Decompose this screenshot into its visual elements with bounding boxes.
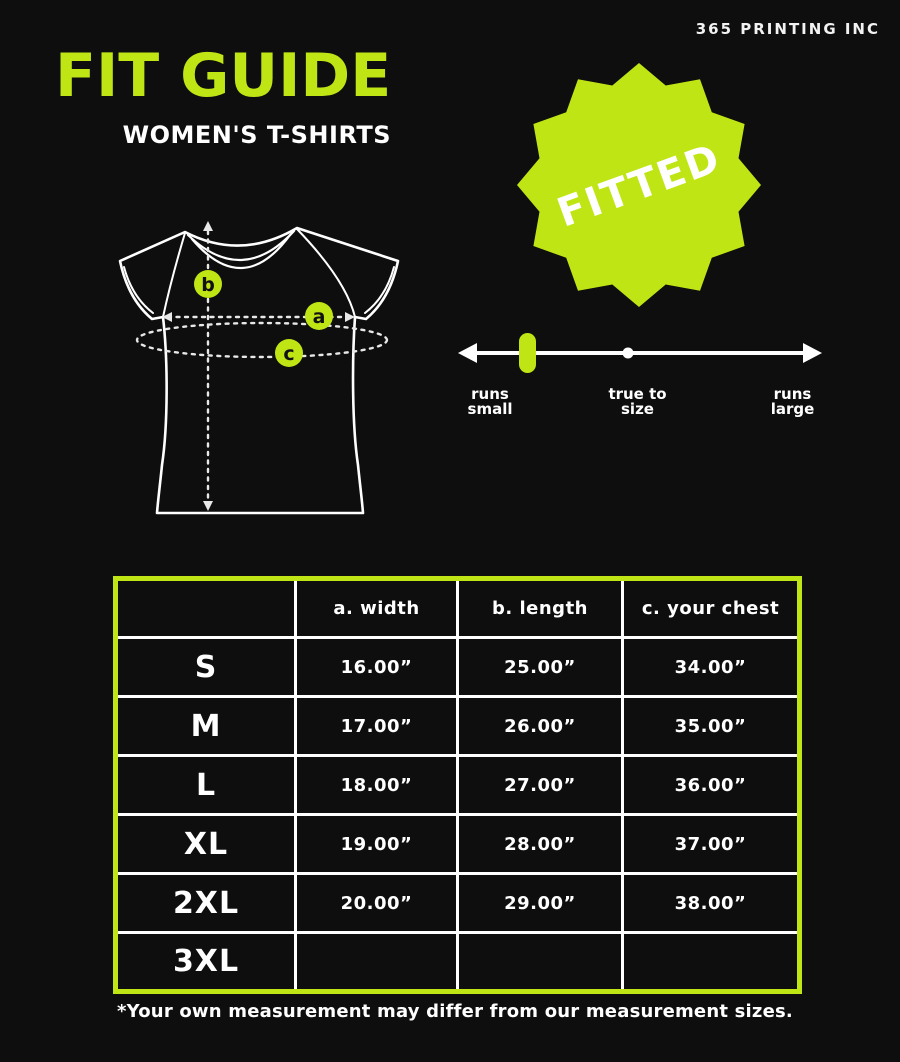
measurement-cell: 16.00”	[296, 638, 458, 697]
measurement-cell: 35.00”	[623, 697, 800, 756]
table-header-row	[116, 579, 800, 638]
measurement-cell	[458, 933, 623, 992]
measurement-cell: 19.00”	[296, 815, 458, 874]
table-row	[116, 638, 800, 697]
scale-label-true-to-size	[590, 387, 685, 417]
size-label: M	[116, 697, 296, 756]
scale-label-line: large	[770, 400, 815, 418]
table-row	[116, 874, 800, 933]
chest-measure-ellipse	[137, 323, 387, 357]
table-row	[116, 815, 800, 874]
measurement-cell	[623, 933, 800, 992]
length-arrow-down	[203, 501, 213, 511]
size-chart-table	[113, 576, 802, 994]
measurement-cell: 28.00”	[458, 815, 623, 874]
scale-label-line: small	[467, 400, 513, 418]
size-label: L	[116, 756, 296, 815]
measurement-cell: 17.00”	[296, 697, 458, 756]
fit-scale	[450, 330, 830, 430]
left-armhole-seam	[163, 233, 185, 317]
scale-arrow-right-icon	[803, 343, 822, 363]
true-to-size-dot	[623, 348, 634, 359]
scale-label-runs-large	[755, 387, 830, 417]
size-label: 2XL	[116, 874, 296, 933]
marker-b-label: b	[201, 274, 215, 296]
measurement-cell: 36.00”	[623, 756, 800, 815]
measurement-cell: 27.00”	[458, 756, 623, 815]
size-label: 3XL	[116, 933, 296, 992]
tshirt-diagram	[100, 195, 420, 525]
page-title: FIT GUIDE	[55, 41, 392, 111]
table-row	[116, 933, 800, 992]
badge-label: FITTED	[551, 135, 728, 237]
table-row	[116, 697, 800, 756]
marker-a-label: a	[312, 306, 326, 328]
tshirt-outline	[120, 228, 398, 513]
measurement-cell: 25.00”	[458, 638, 623, 697]
scale-label-line: runs	[471, 385, 509, 403]
size-label: XL	[116, 815, 296, 874]
measurement-cell	[296, 933, 458, 992]
column-header: b. length	[458, 579, 623, 638]
fitted-badge	[512, 52, 767, 318]
measurement-cell: 20.00”	[296, 874, 458, 933]
measurement-cell: 37.00”	[623, 815, 800, 874]
length-arrow-up	[203, 221, 213, 231]
scale-label-runs-small	[450, 387, 530, 417]
scale-arrow-graphic	[450, 330, 830, 376]
scale-marker	[519, 333, 536, 373]
brand-text: 365 PRINTING INC	[695, 20, 880, 38]
measurement-cell: 38.00”	[623, 874, 800, 933]
measurement-cell: 26.00”	[458, 697, 623, 756]
measurement-cell: 18.00”	[296, 756, 458, 815]
scale-label-line: size	[621, 400, 654, 418]
scale-label-line: runs	[773, 385, 812, 403]
measurement-cell: 34.00”	[623, 638, 800, 697]
scale-label-line: true to	[608, 385, 667, 403]
scale-arrow-left-icon	[458, 343, 477, 363]
footnote: *Your own measurement may differ from our measurement sizes.	[117, 1001, 793, 1022]
table-row	[116, 756, 800, 815]
marker-c-label: c	[283, 343, 295, 365]
measurement-cell: 29.00”	[458, 874, 623, 933]
column-header	[116, 579, 296, 638]
size-label: S	[116, 638, 296, 697]
column-header: c. your chest	[623, 579, 800, 638]
page-subtitle: WOMEN'S T-SHIRTS	[122, 121, 391, 149]
right-armhole-seam	[297, 229, 355, 317]
column-header: a. width	[296, 579, 458, 638]
